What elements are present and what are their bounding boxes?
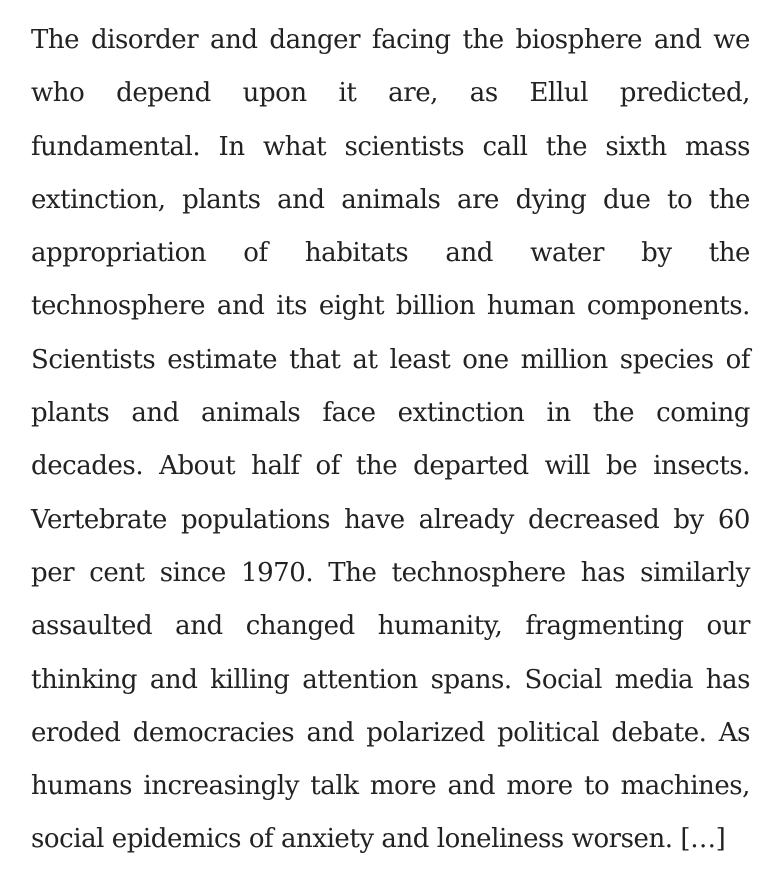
article-body — [31, 14, 750, 867]
paragraph-text: The disorder and danger facing the biosphere and we who depend upon it are, as Ellul predicted, fundamental. In what scientists call the sixth mass extinction, plants and animals are dying due to the appropriation of habitats and water by the technosphere and its eight billion human components. Scientists estimate that at least one million species of plants and animals face extinction in the coming decades. About half of the departed will be insects. Vertebrate populations have already decreased by 60 per cent since 1970. The technosphere has similarly assaulted and changed humanity, fragmenting our thinking and killing attention spans. Social media has eroded democracies and polarized political debate. As humans increasingly talk more and more to machines, social epidemics of anxiety and loneliness worsen. […] — [31, 25, 750, 855]
